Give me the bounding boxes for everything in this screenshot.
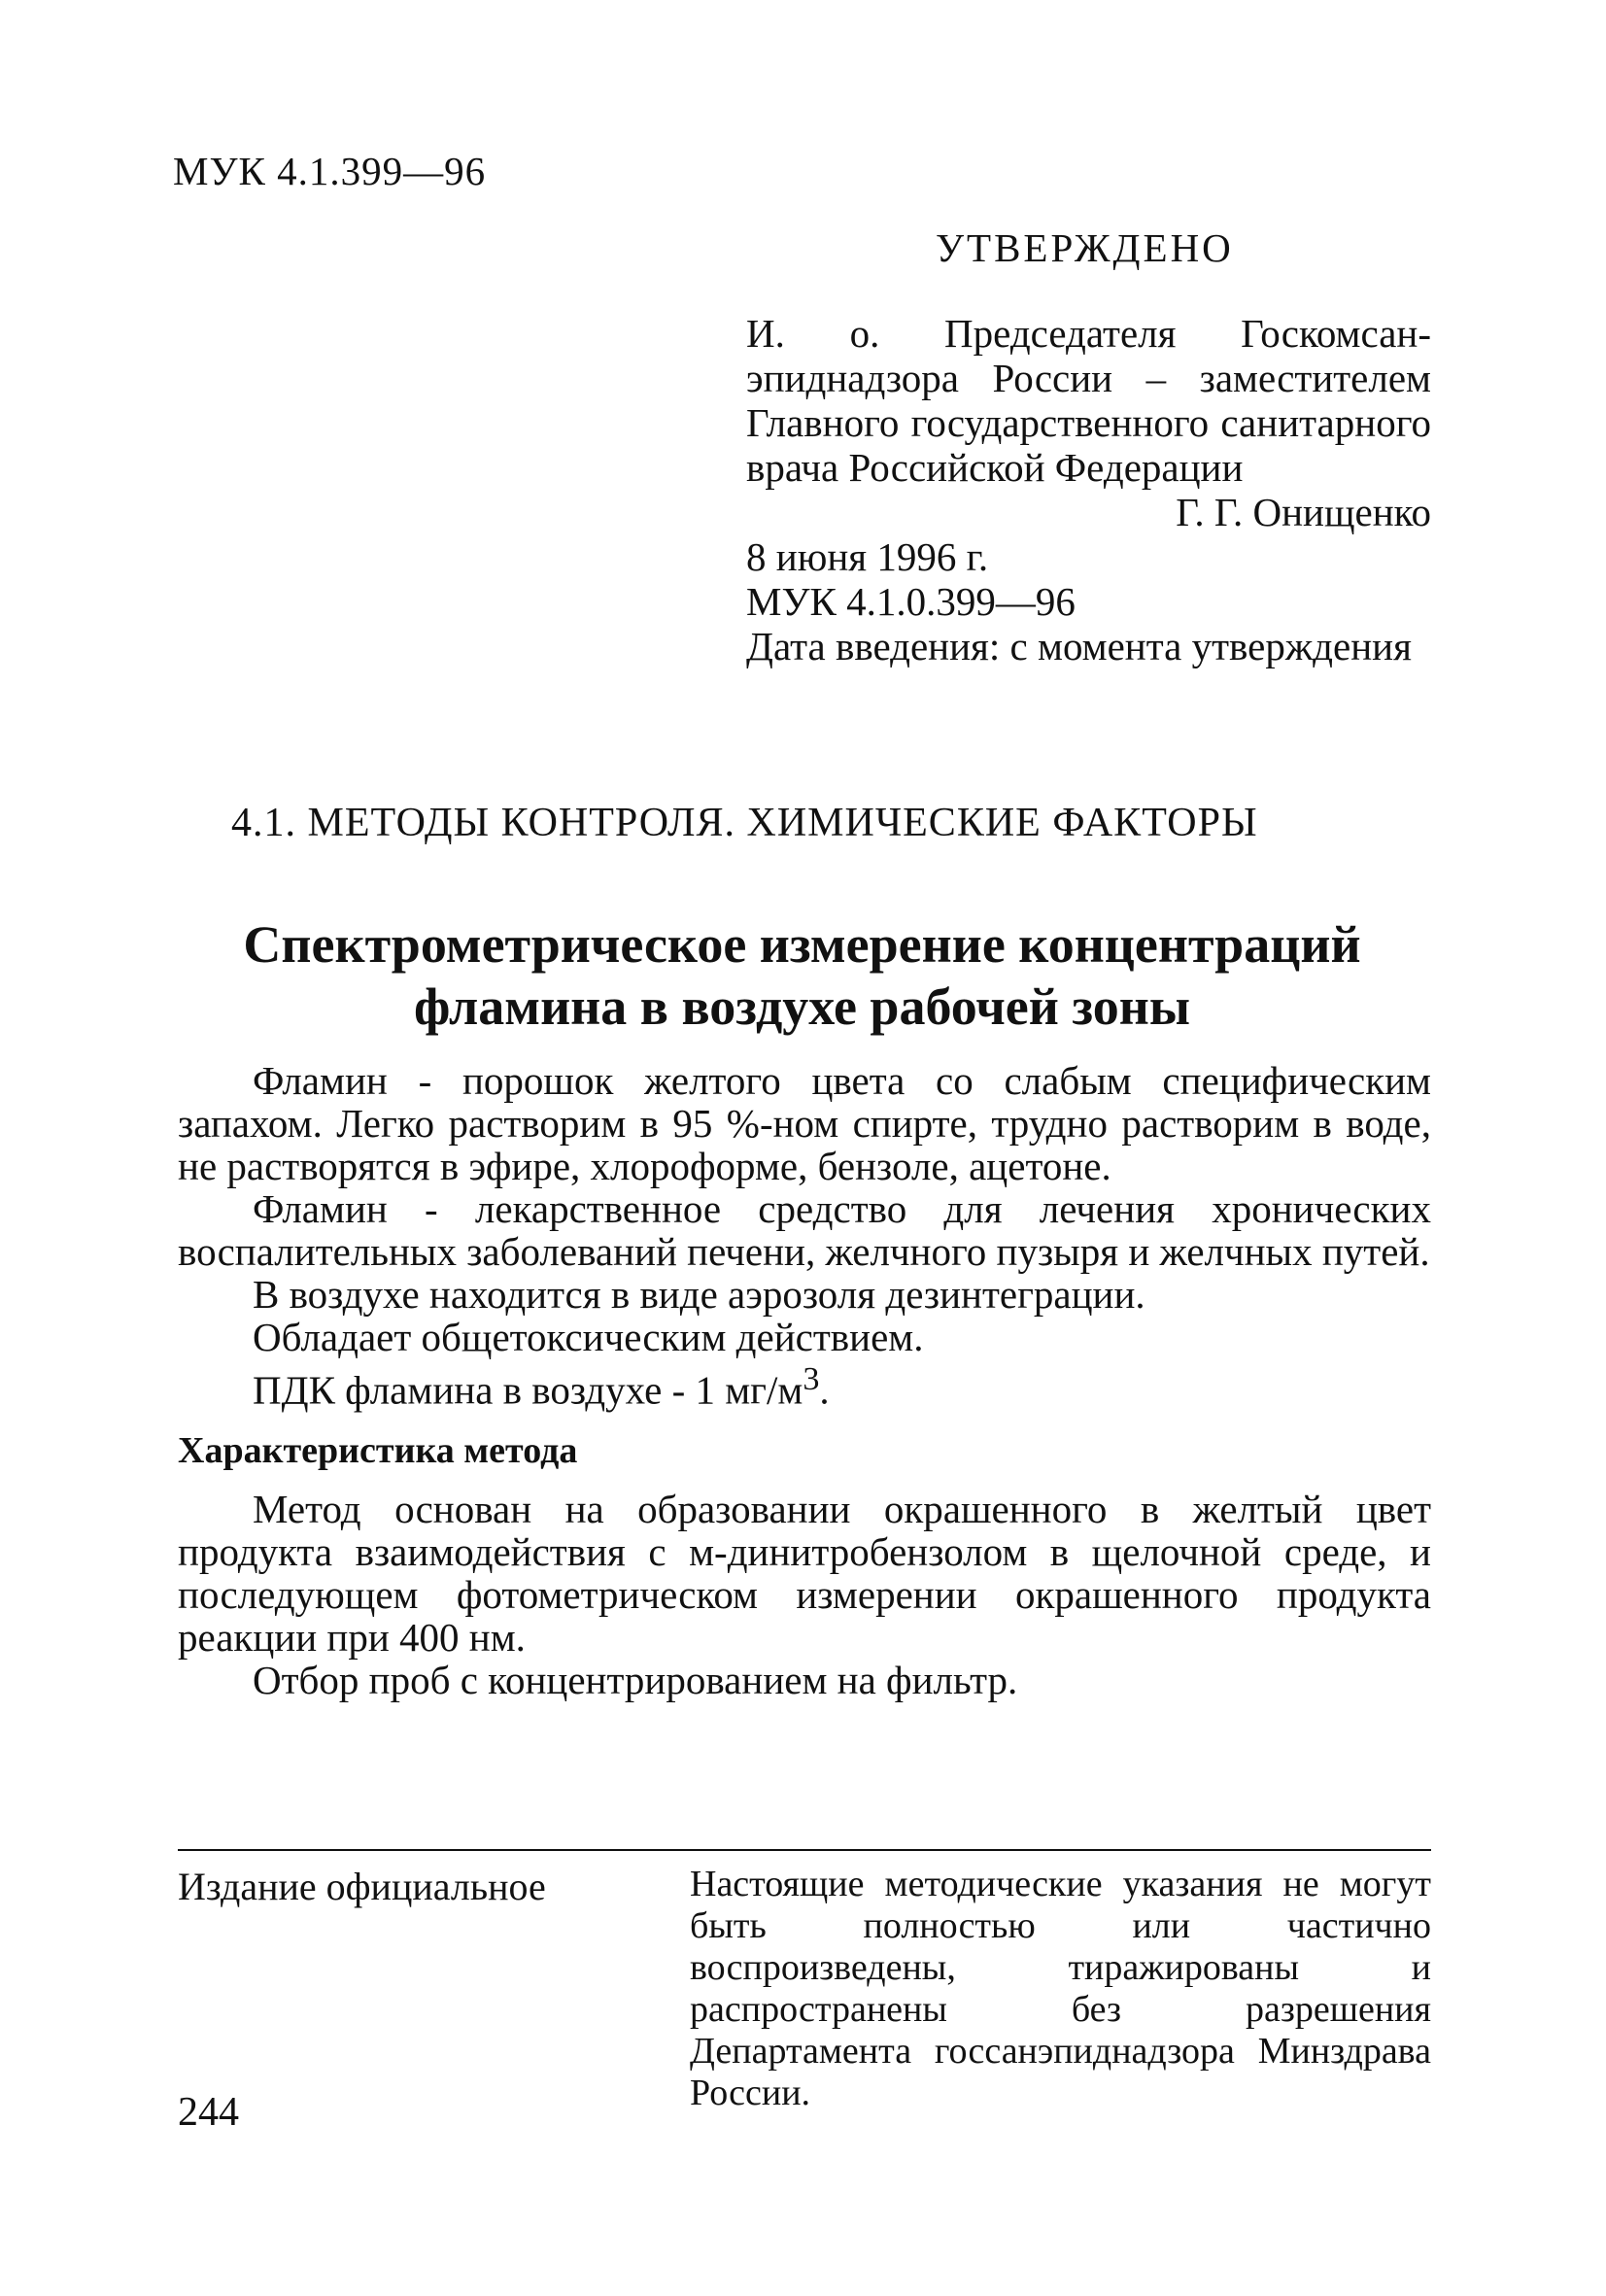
copyright-notice: Настоящие методические указания не могут быть полностью или частично воспроизведены, тиражированы и распространены без разрешения Департамента госсанэпиднадзора Минздрава России. <box>690 1864 1431 2113</box>
approved-title: УТВЕРЖДЕНО <box>936 225 1234 270</box>
approval-effective-date: Дата введения: с момента утверждения <box>746 624 1412 668</box>
approval-doc-number: МУК 4.1.0.399—96 <box>746 579 1076 624</box>
document-title-line-1: Спектрометрическое измерение концентраций <box>243 915 1361 974</box>
paragraph-sampling: Отбор проб с концентрированием на фильтр. <box>253 1657 1018 1702</box>
page-number: 244 <box>178 2090 239 2135</box>
paragraph-method: Метод основан на образовании окрашенного в желтый цвет продукта взаимодействия с м-динитробензолом в щелочной среде, и последующем фотометрическом измерении окрашенного продукта реакции при 400 нм. <box>178 1486 1431 1660</box>
pdk-text: ПДК фламина в воздухе - 1 мг/м <box>253 1367 803 1413</box>
document-code: МУК 4.1.399—96 <box>173 149 487 193</box>
official-edition-label: Издание официальное <box>178 1865 546 1908</box>
approval-authority: И. о. Председателя Госкомсан-эпиднадзора России – заместителем Главного государственного санитарного врача Российской Федерации <box>746 311 1431 490</box>
document-title-line-2: фламина в воздухе рабочей зоны <box>413 977 1191 1036</box>
paragraph-usage: Фламин - лекарственное средство для лечения хронических воспалительных заболеваний печени, желчного пузыря и желчных путей. <box>178 1186 1431 1274</box>
paragraph-description: Фламин - порошок желтого цвета со слабым специфическим запахом. Легко растворим в 95 %-ном спирте, трудно растворим в воде, не растворятся в эфире, хлороформе, бензоле, ацетоне. <box>178 1058 1431 1188</box>
approval-date: 8 июня 1996 г. <box>746 534 989 579</box>
body-text <box>178 1059 1431 1701</box>
footer-divider <box>178 1849 1431 1851</box>
approval-body <box>746 311 1431 668</box>
approval-signatory: Г. Г. Онищенко <box>1176 490 1431 534</box>
document-title <box>173 913 1431 1038</box>
pdk-superscript: 3 <box>803 1361 820 1397</box>
paragraph-pdk <box>178 1358 1431 1412</box>
pdk-suffix: . <box>819 1367 830 1413</box>
paragraph-aerosol: В воздухе находится в виде аэрозоля дезинтеграции. <box>253 1272 1145 1317</box>
paragraph-toxicity: Обладает общетоксическим действием. <box>253 1315 924 1359</box>
method-heading: Характеристика метода <box>178 1429 578 1471</box>
section-heading: 4.1. МЕТОДЫ КОНТРОЛЯ. ХИМИЧЕСКИЕ ФАКТОРЫ <box>231 801 1258 845</box>
